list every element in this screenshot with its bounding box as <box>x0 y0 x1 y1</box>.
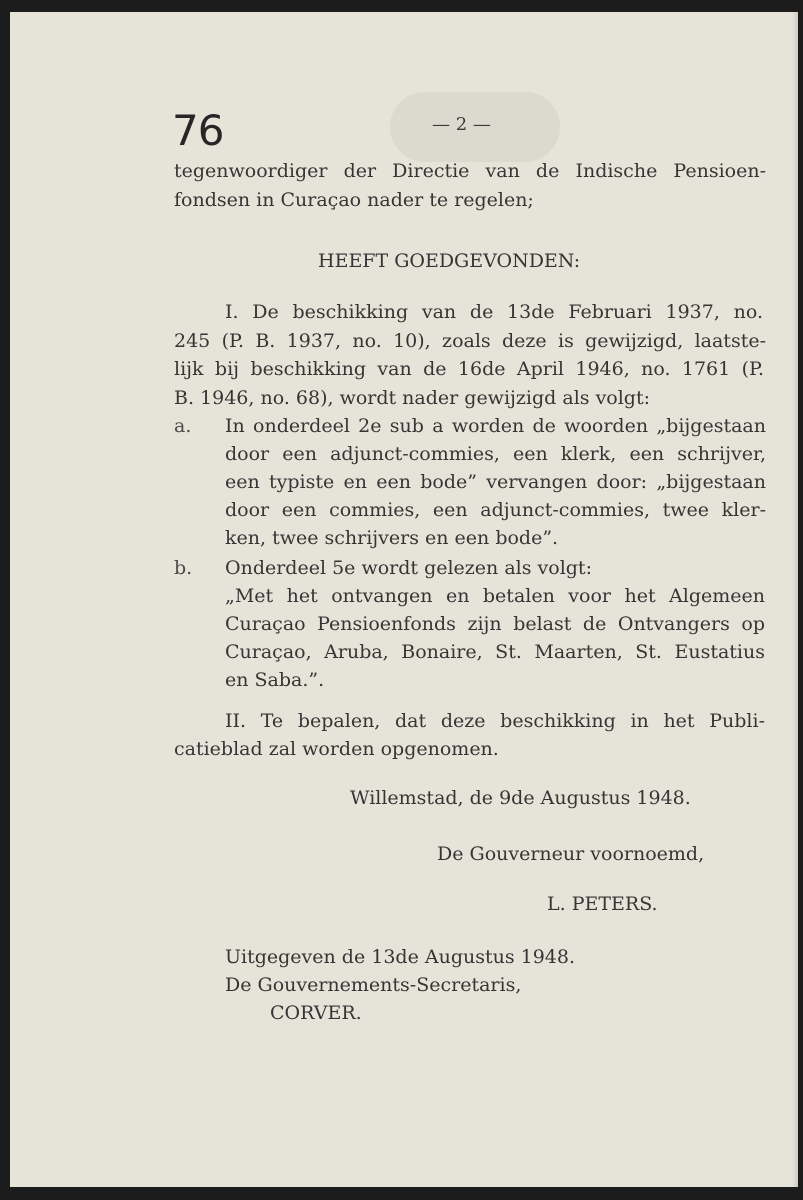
article-1-line-3: lijk bij beschikking van de 16de April 1946, no. 1761 (P. <box>174 358 764 380</box>
intro-line-2: fondsen in Curaçao nader te regelen; <box>174 189 534 211</box>
page-edge-shadow <box>792 12 798 1187</box>
item-b-line-5: en Saba.”. <box>225 669 325 691</box>
article-2-line-1: II. Te bepalen, dat deze beschikking in het Publi- <box>225 710 765 732</box>
item-a-marker: a. <box>174 415 192 437</box>
document-page <box>10 12 798 1187</box>
item-a-line-2: door een adjunct-commies, een klerk, een schrijver, <box>225 443 766 465</box>
item-a-line-5: ken, twee schrijvers en een bode”. <box>225 527 559 549</box>
item-b-line-1: Onderdeel 5e wordt gelezen als volgt: <box>225 557 592 579</box>
item-b-marker: b. <box>174 557 193 579</box>
item-b-line-4: Curaçao, Aruba, Bonaire, St. Maarten, St. Eustatius <box>225 641 765 663</box>
intro-line-1: tegenwoordiger der Directie van de Indische Pensioen- <box>174 160 766 182</box>
sheet-number: — 2 — <box>432 114 491 135</box>
article-1-line-2: 245 (P. B. 1937, no. 10), zoals deze is gewijzigd, laatste- <box>174 330 766 352</box>
issued-signatory: CORVER. <box>270 1002 362 1024</box>
governor-name: L. PETERS. <box>547 893 658 915</box>
heading: HEEFT GOEDGEVONDEN: <box>318 250 581 272</box>
page-number: 76 <box>172 106 224 155</box>
place-date: Willemstad, de 9de Augustus 1948. <box>350 787 691 809</box>
item-a-line-3: een typiste en een bode” vervangen door: „bijgestaan <box>225 471 766 493</box>
article-1-line-4: B. 1946, no. 68), wordt nader gewijzigd als volgt: <box>174 387 651 409</box>
issued-line-2: De Gouvernements-Secretaris, <box>225 974 522 996</box>
item-b-line-2: „Met het ontvangen en betalen voor het Algemeen <box>225 585 765 607</box>
governor-title: De Gouverneur voornoemd, <box>437 843 705 865</box>
item-a-line-4: door een commies, een adjunct-commies, twee kler- <box>225 499 766 521</box>
article-2-line-2: catieblad zal worden opgenomen. <box>174 738 499 760</box>
item-a-line-1: In onderdeel 2e sub a worden de woorden „bijgestaan <box>225 415 766 437</box>
article-1-line-1: I. De beschikking van de 13de Februari 1937, no. <box>225 301 763 323</box>
issued-line-1: Uitgegeven de 13de Augustus 1948. <box>225 946 576 968</box>
item-b-line-3: Curaçao Pensioenfonds zijn belast de Ontvangers op <box>225 613 765 635</box>
